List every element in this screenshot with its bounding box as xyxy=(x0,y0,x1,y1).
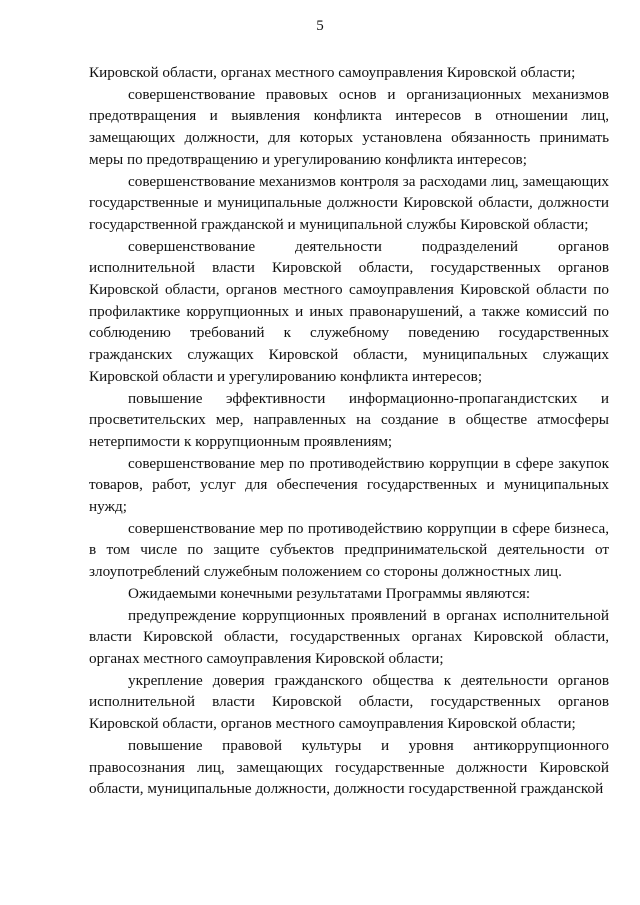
paragraph: совершенствование мер по противодействию коррупции в сфере бизнеса, в том числе по защите субъектов предпринимательской деятельности от злоупотреблений служебным положением со стороны должностных лиц. xyxy=(89,519,609,581)
paragraph: совершенствование мер по противодействию коррупции в сфере закупок товаров, работ, услуг для обеспечения государственных и муниципальных нужд; xyxy=(89,454,609,516)
paragraph: предупреждение коррупционных проявлений в органах исполнительной власти Кировской области, государственных органах Кировской области, органах местного самоуправления Кировской области; xyxy=(89,606,609,667)
paragraph: повышение правовой культуры и уровня антикоррупционного правосознания лиц, замещающих государственные должности Кировской области, муниципальные должности, должности государственной гражданской xyxy=(89,736,609,798)
paragraph: повышение эффективности информационно-пропагандистских и просветительских мер, направленных на создание в обществе атмосферы нетерпимости к коррупционным проявлениям; xyxy=(89,389,609,450)
paragraph: Кировской области, органах местного самоуправления Кировской области; xyxy=(89,64,576,81)
paragraph: Ожидаемыми конечными результатами Программы являются: xyxy=(128,584,531,602)
paragraph: совершенствование механизмов контроля за расходами лиц, замещающих государственные и муниципальные должности Кировской области, должности государственной гражданской и муниципальной службы Кировской области; xyxy=(89,172,609,233)
paragraph: совершенствование деятельности подразделений органов исполнительной власти Кировской области, государственных органов Кировской области, органов местного самоуправления Кировской области по профилактике коррупционных и иных правонарушений, а также комиссий по соблюдению требований к служебному поведению государственных гражданских служащих Кировской области, муниципальных служащих Кировской области и урегулированию конфликта интересов; xyxy=(89,237,609,385)
page-number: 5 xyxy=(316,18,324,34)
document-body xyxy=(89,62,609,800)
paragraph: укрепление доверия гражданского общества к деятельности органов исполнительной власти Кировской области, государственных органов Кировской области, органов местного самоуправления Кировской области; xyxy=(89,671,609,733)
paragraph: совершенствование правовых основ и организационных механизмов предотвращения и выявления конфликта интересов в отношении лиц, замещающих должности, для которых установлена обязанность принимать меры по предотвращению и урегулированию конфликта интересов; xyxy=(89,85,609,168)
